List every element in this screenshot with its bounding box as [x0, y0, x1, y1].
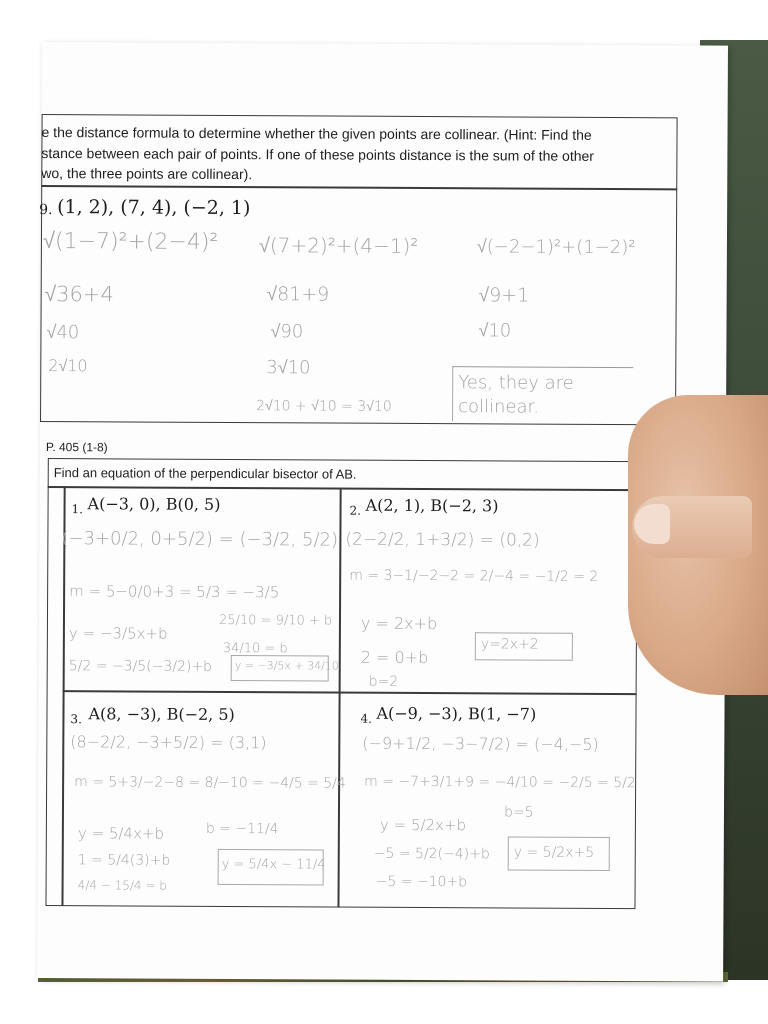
problem4-work-4: −5 = 5/2(−4)+b: [373, 845, 490, 863]
problem1-work-1: (−3+0/2, 0+5/2) = (−3/2, 5/2): [61, 528, 339, 551]
problem3-answer: y = 5/4x − 11/4: [221, 856, 326, 873]
problem3-work-4: 1 = 5/4(3)+b: [77, 852, 171, 869]
background-bottom: [0, 980, 768, 1024]
problem2-work-1: (2−2/2, 1+3/2) = (0,2): [345, 529, 540, 551]
problem4-side-1: b=5: [503, 804, 534, 821]
background-top: [0, 0, 768, 40]
problem9-col1-step4: 2√10: [48, 356, 88, 376]
problem3-given: A(8, −3), B(−2, 5): [88, 704, 235, 725]
problem9-answer-line2: collinear.: [458, 396, 540, 418]
problem2-work-4: 2 = 0+b: [360, 647, 429, 668]
problem1-answer: y = −3/5x + 34/10: [234, 659, 339, 673]
section2-title: Find an equation of the perpendicular bisector of AB.: [53, 465, 357, 482]
problem2-work-2: m = 3−1/−2−2 = 2/−4 = −1/2 = 2: [349, 567, 599, 585]
problem9-number: 9.: [39, 201, 53, 219]
problem2-work-3: y = 2x+b: [360, 613, 438, 634]
problem4-answer: y = 5/2x+5: [513, 844, 595, 861]
instruction-line-2: stance between each pair of points. If one of these points distance is the sum of the other: [41, 144, 595, 164]
problem4-given: A(−9, −3), B(1, −7): [376, 703, 537, 724]
problem1-side-1: 25/10 = 9/10 + b: [218, 612, 333, 629]
problem3-work-1: (8−2/2, −3+5/2) = (3,1): [70, 732, 267, 753]
problem4-work-5: −5 = −10+b: [375, 873, 468, 891]
problem9-col1-step3: √40: [46, 322, 80, 344]
problem1-work-2: m = 5−0/0+3 = 5/3 = −3/5: [69, 582, 280, 602]
problem1-number: 1.: [71, 502, 84, 517]
problem4-work-1: (−9+1/2, −3−7/2) = (−4,−5): [362, 733, 599, 754]
problem9-col2-step3: √90: [270, 321, 304, 343]
problem4-number: 4.: [360, 711, 372, 726]
problem4-work-3: y = 5/2x+b: [379, 815, 467, 835]
problem9-col3-step3: √10: [478, 320, 512, 342]
problem3-work-5: 4/4 − 15/4 = b: [77, 878, 167, 893]
problem1-given: A(−3, 0), B(0, 5): [87, 494, 221, 514]
problem9-col1-step1: √(1−7)²+(2−4)²: [42, 229, 219, 255]
instruction-line-1: e the distance formula to determine whether the given points are collinear. (Hint: Find the: [41, 123, 592, 143]
problem3-number: 3.: [70, 712, 82, 727]
background-left: [0, 40, 42, 980]
instruction-line-3: wo, the three points are collinear).: [41, 164, 253, 183]
page-reference: P. 405 (1-8): [45, 440, 108, 455]
problem1-work-4: 5/2 = −3/5(−3/2)+b: [68, 658, 213, 675]
problem2-answer: y=2x+2: [480, 636, 539, 653]
problem9-sum: 2√10 + √10 = 3√10: [256, 398, 392, 415]
problem9-col1-step2: √36+4: [44, 282, 114, 307]
problem9-col2-step4: 3√10: [266, 357, 311, 379]
problem9-answer-line1: Yes, they are: [458, 372, 574, 394]
thumbnail: [634, 504, 670, 544]
problem3-work-2: m = 5+3/−2−8 = 8/−10 = −4/5 = 5/4: [74, 774, 346, 792]
problem2-given: A(2, 1), B(−2, 3): [365, 495, 499, 516]
problem9-col3-step2: √9+1: [478, 284, 530, 307]
problem1-work-3: y = −3/5x+b: [68, 624, 168, 643]
worksheet-paper: [37, 42, 728, 982]
problem9-points: (1, 2), (7, 4), (−2, 1): [57, 196, 251, 220]
problem2-number: 2.: [349, 503, 362, 518]
problem9-col3-step1: √(−2−1)²+(1−2)²: [476, 236, 636, 259]
problem4-work-2: m = −7+3/1+9 = −4/10 = −2/5 = 5/2: [364, 773, 636, 792]
problem3-work-3: y = 5/4x+b: [77, 824, 164, 843]
problem9-col2-step2: √81+9: [266, 283, 330, 306]
problem9-col2-step1: √(7+2)²+(4−1)²: [258, 233, 419, 258]
problem2-work-5: b=2: [368, 673, 399, 690]
problem3-side-1: b = −11/4: [205, 820, 279, 838]
problem1-side-2: 34/10 = b: [222, 640, 288, 657]
